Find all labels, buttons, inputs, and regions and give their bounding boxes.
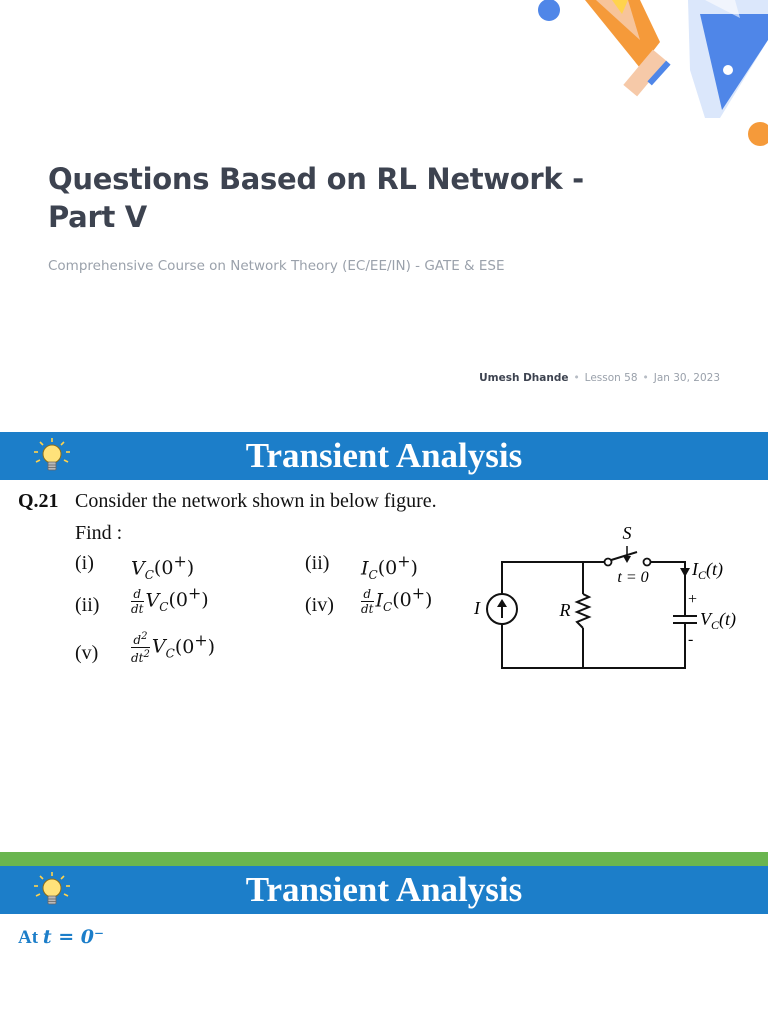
plus-sign: + — [688, 591, 698, 608]
banner-title: Transient Analysis — [245, 870, 523, 909]
slide-banner — [0, 866, 768, 914]
current-arrow — [680, 568, 690, 577]
question-text: Consider the network shown in below figure. — [75, 490, 437, 512]
item-expression: $V_C(0^+)$ — [131, 552, 195, 583]
course-subtitle[interactable]: Comprehensive Course on Network Theory (EC/EE/IN) - GATE & ESE — [48, 258, 505, 274]
item-label: (ii) — [305, 552, 330, 574]
find-item-4 — [305, 584, 433, 617]
author-name[interactable]: Umesh Dhande — [479, 372, 569, 384]
circuit-diagram — [465, 522, 765, 682]
switch-label: S — [622, 523, 632, 543]
item-label: (ii) — [75, 594, 100, 616]
banner-title: Transient Analysis — [245, 436, 523, 475]
switch-arrow — [623, 556, 631, 563]
slide-solution — [0, 866, 768, 1024]
slide-banner — [0, 432, 768, 480]
header-decoration — [0, 0, 768, 160]
minus-sign: - — [688, 631, 694, 648]
page-title: Questions Based on RL Network - Part V — [48, 162, 584, 234]
item-expression: $\frac{d}{dt}$ $I_C(0^+)$ — [361, 584, 433, 616]
current-label: $I_C(t)$ — [692, 559, 724, 582]
lesson-meta: Umesh Dhande • Lesson 58 • Jan 30, 2023 — [479, 372, 720, 384]
condition-heading: At t = 0⁻ — [18, 926, 104, 948]
find-item-2 — [305, 552, 418, 583]
switch-contact — [644, 559, 651, 566]
slide-divider — [0, 852, 768, 866]
find-item-5 — [75, 630, 216, 665]
slide-question — [0, 432, 768, 852]
find-item-1 — [75, 552, 195, 583]
item-expression: $\frac{d}{dt}$ $V_C(0^+)$ — [131, 584, 209, 616]
voltage-label: $V_C(t)$ — [700, 609, 737, 632]
circuit-wire — [502, 562, 583, 594]
lesson-date: Jan 30, 2023 — [653, 372, 720, 384]
find-label: Find : — [75, 522, 123, 544]
circuit-wire — [502, 624, 685, 668]
blue-dot-decoration — [538, 0, 560, 21]
item-label: (v) — [75, 642, 99, 664]
resistor-symbol — [577, 594, 589, 628]
resistor-label: R — [559, 600, 571, 620]
item-expression: $\frac{d^2}{dt^2}$ $V_C(0^+)$ — [131, 630, 216, 665]
item-label: (i) — [75, 552, 94, 574]
item-expression: $I_C(0^+)$ — [361, 552, 418, 583]
orange-dot-decoration — [748, 122, 768, 146]
source-arrow — [497, 599, 507, 607]
switch-time-label: t = 0 — [617, 569, 649, 586]
find-item-3 — [75, 584, 209, 617]
switch-contact — [605, 559, 612, 566]
item-label: (iv) — [305, 594, 334, 616]
circuit-wire — [647, 562, 685, 616]
source-label: I — [474, 598, 480, 618]
lesson-number: Lesson 58 — [584, 372, 638, 384]
switch-blade — [608, 552, 637, 561]
question-number: Q.21 — [18, 490, 59, 512]
